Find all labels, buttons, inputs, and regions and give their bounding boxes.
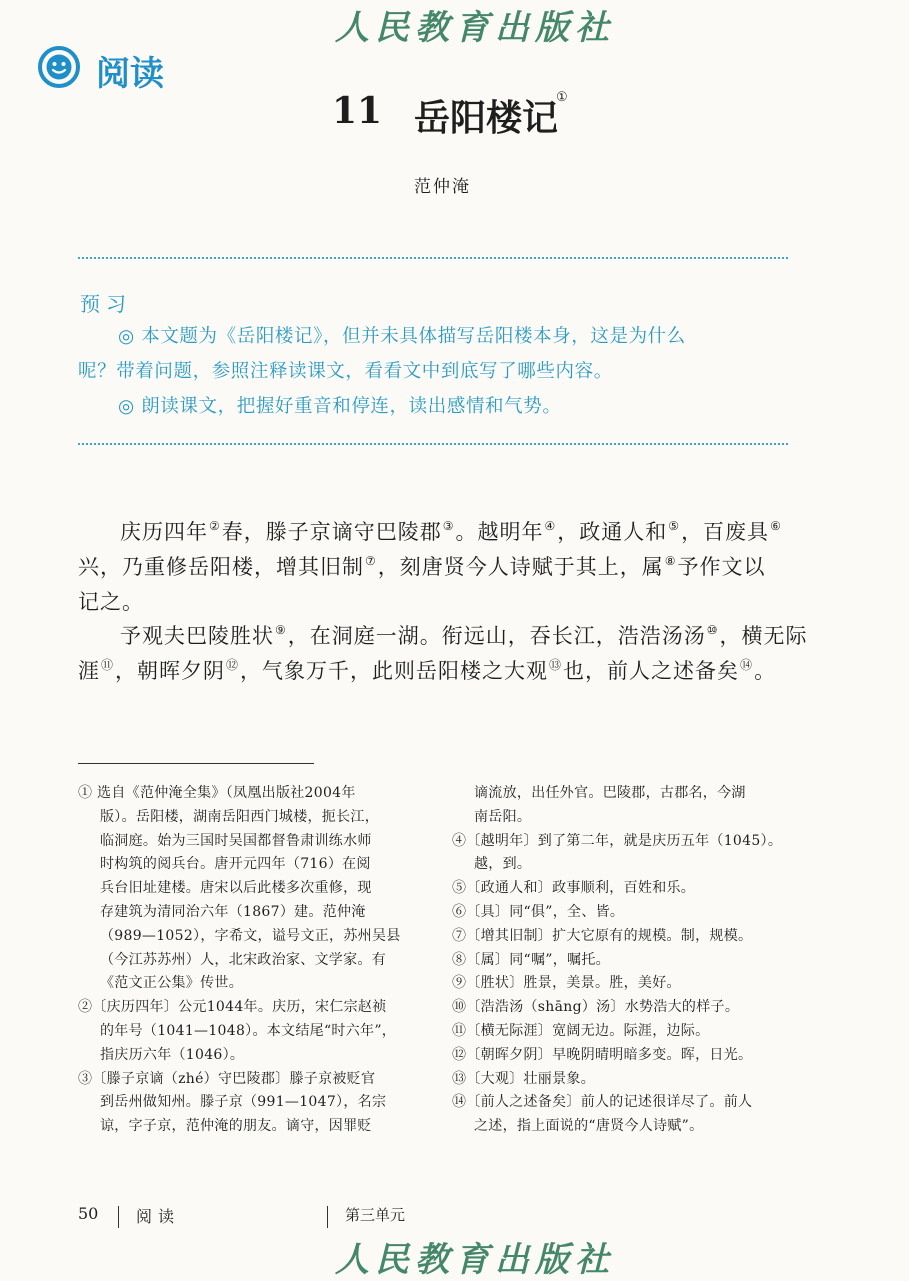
footer-divider bbox=[327, 1206, 328, 1228]
author-name: 范仲淹 bbox=[414, 177, 471, 197]
footnote-line: 《范文正公集》传世。 bbox=[100, 975, 243, 992]
footnote-line: ⑫〔朝晖夕阴〕早晚阴晴明暗多变。晖，日光。 bbox=[452, 1046, 753, 1063]
footnote-marker: ⑦ bbox=[365, 554, 377, 568]
lesson-number: 11 bbox=[332, 90, 383, 132]
footnote-line: 时构筑的阅兵台。唐开元四年（716）在阅 bbox=[100, 856, 371, 873]
footnote-marker: ⑥ bbox=[770, 519, 782, 533]
publisher-logo-bottom: 人民教育出版社 bbox=[335, 1240, 615, 1280]
footnote-line: ① 选自《范仲淹全集》（凤凰出版社2004年 bbox=[78, 785, 356, 801]
preview-line: ◎ 本文题为《岳阳楼记》，但并未具体描写岳阳楼本身，这是为什么 bbox=[118, 326, 686, 347]
text-line: 予观夫巴陵胜状⑨，在洞庭一湖。衔远山，吞长江，浩浩汤汤⑩，横无际 bbox=[120, 623, 808, 648]
footnotes-left-column bbox=[78, 782, 401, 1139]
footnote-line: 的年号（1041—1048）。本文结尾“时六年”， bbox=[100, 1022, 397, 1039]
footer-unit-label: 第三单元 bbox=[345, 1206, 406, 1224]
footer-divider bbox=[118, 1206, 119, 1228]
footnote-rule bbox=[78, 763, 314, 764]
footnote-marker: ⑤ bbox=[668, 519, 681, 533]
footnote-marker: ⑫ bbox=[226, 658, 240, 672]
footnote-line: ⑬〔大观〕壮丽景象。 bbox=[452, 1070, 595, 1087]
footnote-line: ④〔越明年〕到了第二年，就是庆历五年（1045）。 bbox=[452, 832, 783, 849]
footnote-line: 之述，指上面说的“唐贤今人诗赋”。 bbox=[474, 1118, 704, 1135]
footnote-marker: ⑧ bbox=[664, 554, 677, 568]
footnote-line: ③〔滕子京谪（zhé）守巴陵郡〕滕子京被贬官 bbox=[78, 1070, 376, 1087]
title-footnote-marker: ① bbox=[556, 90, 568, 105]
footnote-marker: ⑭ bbox=[740, 658, 754, 672]
lesson-title: 岳阳楼记 bbox=[414, 97, 559, 139]
footnote-line: 存建筑为清同治六年（1867）建。范仲淹 bbox=[100, 903, 366, 920]
footnote-marker: ⑬ bbox=[549, 658, 563, 672]
footnote-line: ⑪〔横无际涯〕宽阔无边。际涯，边际。 bbox=[452, 1022, 710, 1039]
footnote-line: ⑥〔具〕同“俱”，全、皆。 bbox=[452, 903, 625, 920]
footnote-line: 南岳阳。 bbox=[474, 808, 532, 825]
footnote-marker: ⑪ bbox=[101, 658, 115, 672]
footnote-line: ②〔庆历四年〕公元1044年。庆历，宋仁宗赵祯 bbox=[78, 999, 387, 1016]
smiley-face-icon bbox=[38, 46, 80, 88]
footnote-line: 临洞庭。始为三国时吴国都督鲁肃训练水师 bbox=[100, 832, 372, 849]
preview-heading: 预习 bbox=[80, 292, 132, 316]
footnote-line: 越，到。 bbox=[474, 856, 532, 873]
footnote-marker: ⑨ bbox=[275, 623, 287, 637]
footnote-line: （989—1052），字希文，谥号文正，苏州吴县 bbox=[100, 927, 401, 944]
page-number: 50 bbox=[78, 1204, 99, 1223]
preview-line: ◎ 朗读课文，把握好重音和停连，读出感情和气势。 bbox=[118, 396, 562, 417]
footnote-line: ⑦〔增其旧制〕扩大它原有的规模。制，规模。 bbox=[452, 927, 753, 944]
footnote-marker: ② bbox=[209, 519, 221, 533]
footer-section-label: 阅读 bbox=[136, 1207, 181, 1226]
footnote-marker: ④ bbox=[544, 519, 557, 533]
footnote-line: （今江苏苏州）人，北宋政治家、文学家。有 bbox=[100, 951, 386, 968]
footnote-line: ⑭〔前人之述备矣〕前人的记述很详尽了。前人 bbox=[452, 1094, 753, 1111]
preview-divider-bottom bbox=[78, 443, 788, 445]
footnote-line: ⑧〔属〕同“嘱”，嘱托。 bbox=[452, 951, 610, 968]
footnotes-right-column bbox=[452, 782, 782, 1139]
footnote-line: 指庆历六年（1046）。 bbox=[100, 1046, 245, 1063]
footnote-line: 版）。岳阳楼，湖南岳阳西门城楼，扼长江， bbox=[100, 808, 379, 825]
text-line: 庆历四年②春，滕子京谪守巴陵郡③。越明年④，政通人和⑤，百废具⑥ bbox=[120, 519, 782, 544]
text-line: 记之。 bbox=[78, 590, 144, 614]
publisher-logo-top: 人民教育出版社 bbox=[335, 8, 615, 48]
footnote-line: ⑤〔政通人和〕政事顺利，百姓和乐。 bbox=[452, 880, 696, 897]
footnote-marker: ③ bbox=[442, 519, 455, 533]
footnote-line: 兵台旧址建楼。唐宋以后此楼多次重修，现 bbox=[100, 880, 372, 897]
footnote-line: 谪流放，出任外官。巴陵郡，古郡名，今湖 bbox=[474, 785, 746, 801]
preview-divider-top bbox=[78, 257, 788, 259]
section-label: 阅读 bbox=[96, 54, 164, 94]
text-line: 兴，乃重修岳阳楼，增其旧制⑦，刻唐贤今人诗赋于其上，属⑧予作文以 bbox=[78, 554, 766, 579]
footnote-line: ⑩〔浩浩汤（shāng）汤〕水势浩大的样子。 bbox=[452, 999, 740, 1016]
footnote-line: ⑨〔胜状〕胜景，美景。胜，美好。 bbox=[452, 975, 681, 992]
footnote-marker: ⑩ bbox=[706, 623, 719, 637]
text-line: 涯⑪，朝晖夕阴⑫，气象万千，此则岳阳楼之大观⑬也，前人之述备矣⑭。 bbox=[78, 658, 777, 683]
footnote-line: 谅，字子京，范仲淹的朋友。谪守，因罪贬 bbox=[100, 1118, 372, 1135]
preview-line: 呢？带着问题，参照注释读课文，看看文中到底写了哪些内容。 bbox=[78, 361, 613, 382]
footnote-line: 到岳州做知州。滕子京（991—1047），名宗 bbox=[100, 1094, 387, 1111]
